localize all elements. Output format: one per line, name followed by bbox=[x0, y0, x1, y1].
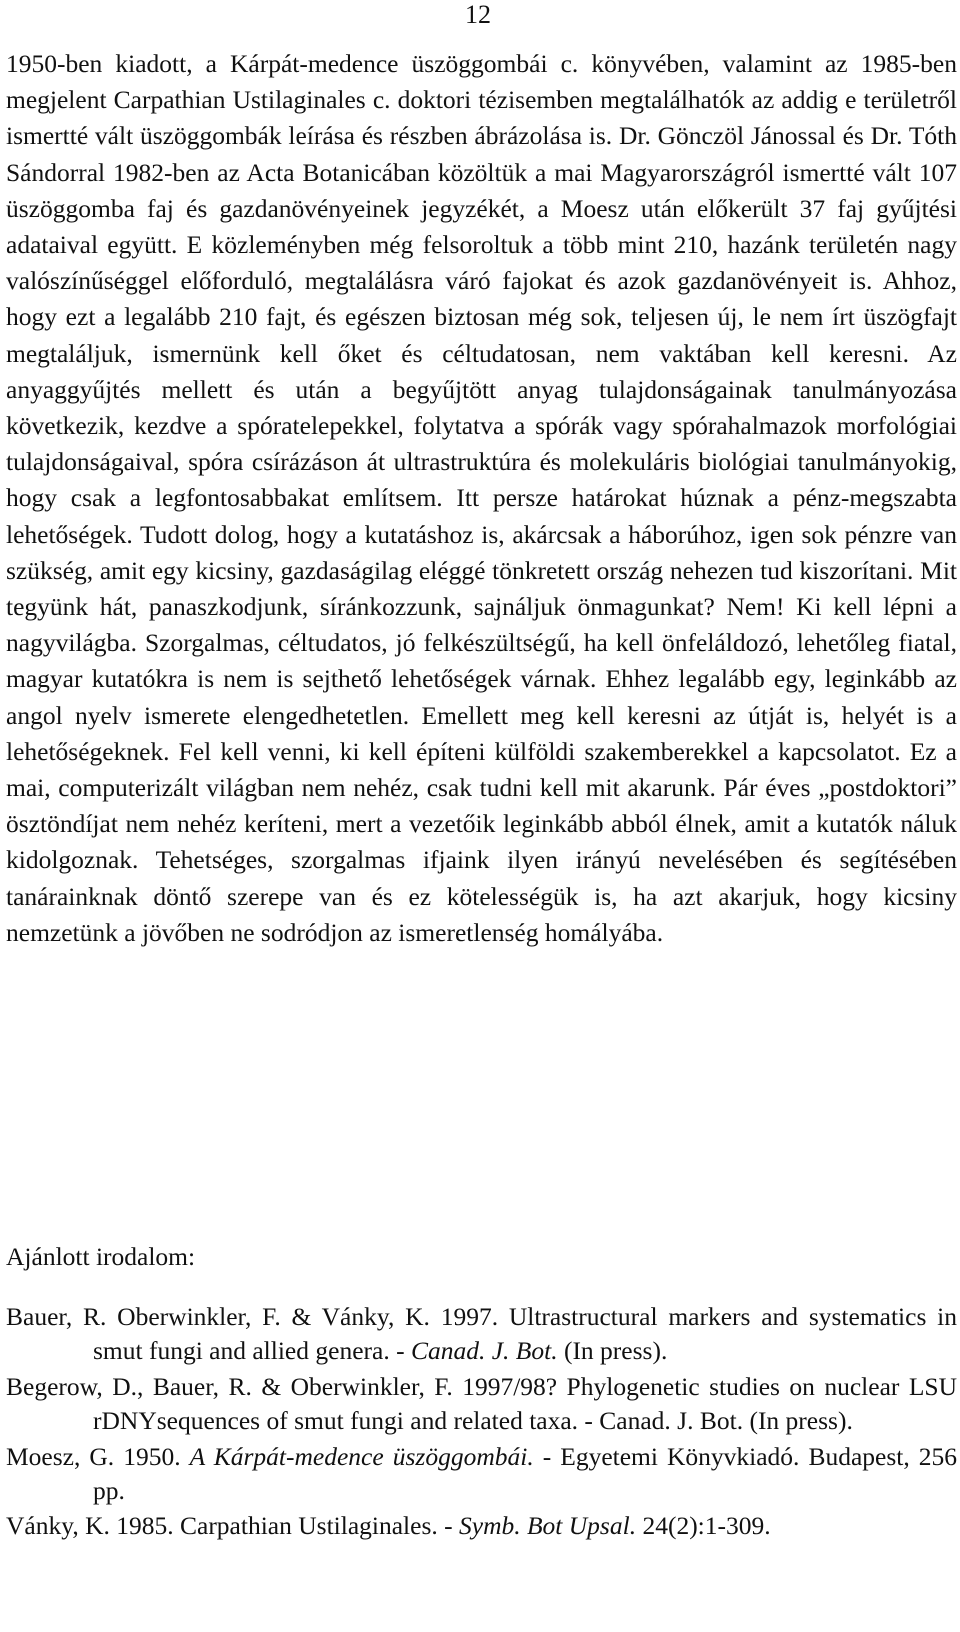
reference-journal: Canad. J. Bot. bbox=[410, 1336, 558, 1366]
reference-text: 24(2):1-309. bbox=[636, 1511, 771, 1541]
reference-text: Moesz, G. 1950. bbox=[6, 1441, 190, 1471]
reference-journal: Symb. Bot Upsal. bbox=[459, 1511, 637, 1541]
reference-book-title: A Kárpát-medence üszöggombái. bbox=[189, 1441, 534, 1471]
reference-text: Bauer, R. Oberwinkler, F. & Vánky, K. 1997. Ultrastructural markers and systematics in smut fungi and allied genera. - bbox=[6, 1302, 957, 1366]
reference-text: - Egyetemi Könyvkiadó. Budapest, 256 pp. bbox=[93, 1441, 957, 1506]
reference-text: (In press). bbox=[557, 1336, 668, 1366]
reference-item bbox=[6, 1509, 957, 1543]
reference-list bbox=[6, 1300, 957, 1545]
reference-text: Vánky, K. 1985. Carpathian Ustilaginales. - bbox=[6, 1511, 459, 1541]
body-paragraph: 1950-ben kiadott, a Kárpát-medence üszöggombái c. könyvében, valamint az 1985-ben megjelent Carpathian Ustilaginales c. doktori tézisemben megtalálhatók az addig e területről ismertté vált üszöggombák leírása és részben ábrázolása is. Dr. Gönczöl Jánossal és Dr. Tóth Sándorral 1982-ben az Acta Botanicában közöltük a mai Magyarországról ismertté vált 107 üszöggomba faj és gazdanövényeinek jegyzékét, a Moesz után előkerült 37 faj gyűjtési adataival együtt. E közleményben még felsoroltuk a több mint 210, hazánk területén nagy valószínűséggel előforduló, megtalálásra váró fajokat és azok gazdanövényeit is. Ahhoz, hogy ezt a legalább 210 fajt, és egészen biztosan még sok, teljesen új, le nem írt üszögfajt megtaláljuk, ismernünk kell őket és céltudatosan, nem vaktában kell keresni. Az anyaggyűjtés mellett és után a begyűjtött anyag tulajdonságainak tanulmányozása következik, kezdve a spóratelepekkel, folytatva a spórák vagy spórahalmazok morfológiai tulajdonságaival, spóra csírázáson át ultrastruktúra és molekuláris biológiai tanulmányokig, hogy csak a legfontosabbakat említsem. Itt persze határokat húznak a pénz-megszabta lehetőségek. Tudott dolog, hogy a kutatáshoz is, akárcsak a háborúhoz, igen sok pénzre van szükség, amit egy kicsiny, gazdaságilag eléggé tönkretett ország nehezen tud kiszorítani. Mit tegyünk hát, panaszkodjunk, síránkozzunk, sajnáljuk önmagunkat? Nem! Ki kell lépni a nagyvilágba. Szorgalmas, céltudatos, jó felkészültségű, ha kell önfeláldozó, lehetőleg fiatal, magyar kutatókra is nem is sejthető lehetőségek várnak. Ehhez legalább egy, leginkább az angol nyelv ismerete elengedhetetlen. Emellett meg kell keresni az útját is, helyét is a lehetőségeknek. Fel kell venni, ki kell építeni külföldi szakemberekkel a kapcsolatot. Ez a mai, computerizált világban nem nehéz, csak tudni kell mit akarunk. Pár éves „postdoktori” ösztöndíjat nem nehéz keríteni, mert a vezetőik leginkább abból élnek, amit a kutatók náluk kidolgoznak. Tehetséges, szorgalmas ifjaink ilyen irányú nevelésében és segítésében tanárainknak döntő szerepe van és ez kötelességük is, ha azt akarjuk, hogy kicsiny nemzetünk a jövőben ne sodródjon az ismeretlenség homályába. bbox=[6, 49, 957, 947]
references-heading: Ajánlott irodalom: bbox=[6, 1242, 196, 1271]
reference-item bbox=[6, 1440, 957, 1509]
page-number: 12 bbox=[465, 0, 491, 29]
reference-item bbox=[6, 1300, 957, 1369]
reference-item bbox=[6, 1370, 957, 1439]
reference-text: Begerow, D., Bauer, R. & Oberwinkler, F. 1997/98? Phylogenetic studies on nuclear LSU rDNYsequences of smut fungi and related taxa. - Canad. J. Bot. (In press). bbox=[6, 1371, 957, 1436]
